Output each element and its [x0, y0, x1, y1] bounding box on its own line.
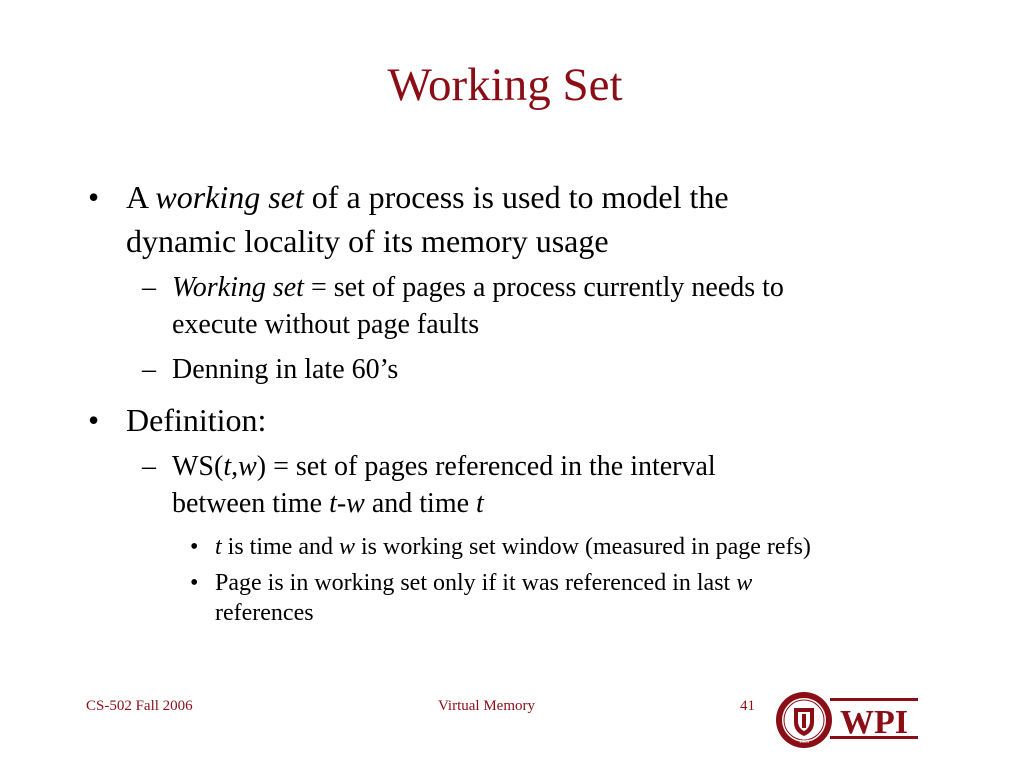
bullet-marker: •	[88, 179, 100, 215]
sub1-term: Working set	[172, 272, 304, 303]
ws-c1: between time	[172, 488, 330, 519]
subsub2-a: Page is in working set only if it was referenced in last	[215, 570, 737, 596]
footer-topic: Virtual Memory	[438, 698, 535, 714]
wpi-logo	[830, 696, 918, 744]
sub-marker: –	[142, 354, 156, 385]
seal-year: 1865	[799, 740, 809, 745]
bullet-marker: •	[88, 402, 100, 438]
bullet1-line1	[126, 181, 729, 213]
subsub-marker: •	[190, 570, 199, 596]
subsub-marker: •	[190, 534, 199, 560]
ws-def-line1	[172, 453, 716, 481]
ws-c2: and time	[364, 488, 477, 519]
bullet2-text: Definition:	[126, 402, 267, 438]
subsub1-w: w	[339, 534, 356, 560]
ws-tw: t-w	[329, 488, 365, 519]
footer-course: CS-502 Fall 2006	[86, 698, 193, 714]
subsub2-line1	[215, 571, 752, 595]
ws-open: WS(	[172, 451, 224, 482]
subsub2-w: w	[736, 570, 753, 596]
subsub1-b: is working set window (measured in page refs)	[355, 534, 811, 560]
ws-def-line2	[172, 490, 484, 518]
sub2-text: Denning in late 60’s	[172, 354, 399, 385]
ws-t2: t	[476, 488, 484, 519]
sub-marker: –	[142, 451, 156, 482]
ws-t: t	[223, 451, 232, 482]
ws-comma: ,	[231, 451, 239, 482]
subsub1-text	[215, 535, 811, 559]
subsub1-a: is time and	[221, 534, 339, 560]
ws-close: ) = set of pages referenced in the interval	[256, 451, 716, 482]
slide-title: Working Set	[387, 59, 623, 111]
wpi-seal-icon	[774, 690, 834, 750]
bullet1-prefix: A	[126, 179, 156, 215]
ws-w: w	[238, 451, 257, 482]
subsub1-t: t	[215, 534, 222, 560]
sub1-rest: = set of pages a process currently needs to	[303, 272, 784, 303]
wpi-logo-text: WPI	[840, 704, 908, 741]
bullet1-rest: of a process is used to model the	[303, 179, 729, 215]
subsub2-line2: references	[215, 600, 314, 626]
footer-page-number: 41	[740, 698, 755, 714]
sub-marker: –	[142, 272, 156, 303]
bullet1-term: working set	[155, 179, 304, 215]
sub1-line2: execute without page faults	[172, 309, 480, 340]
bullet1-line2: dynamic locality of its memory usage	[126, 223, 609, 259]
sub1-line1	[172, 274, 784, 302]
